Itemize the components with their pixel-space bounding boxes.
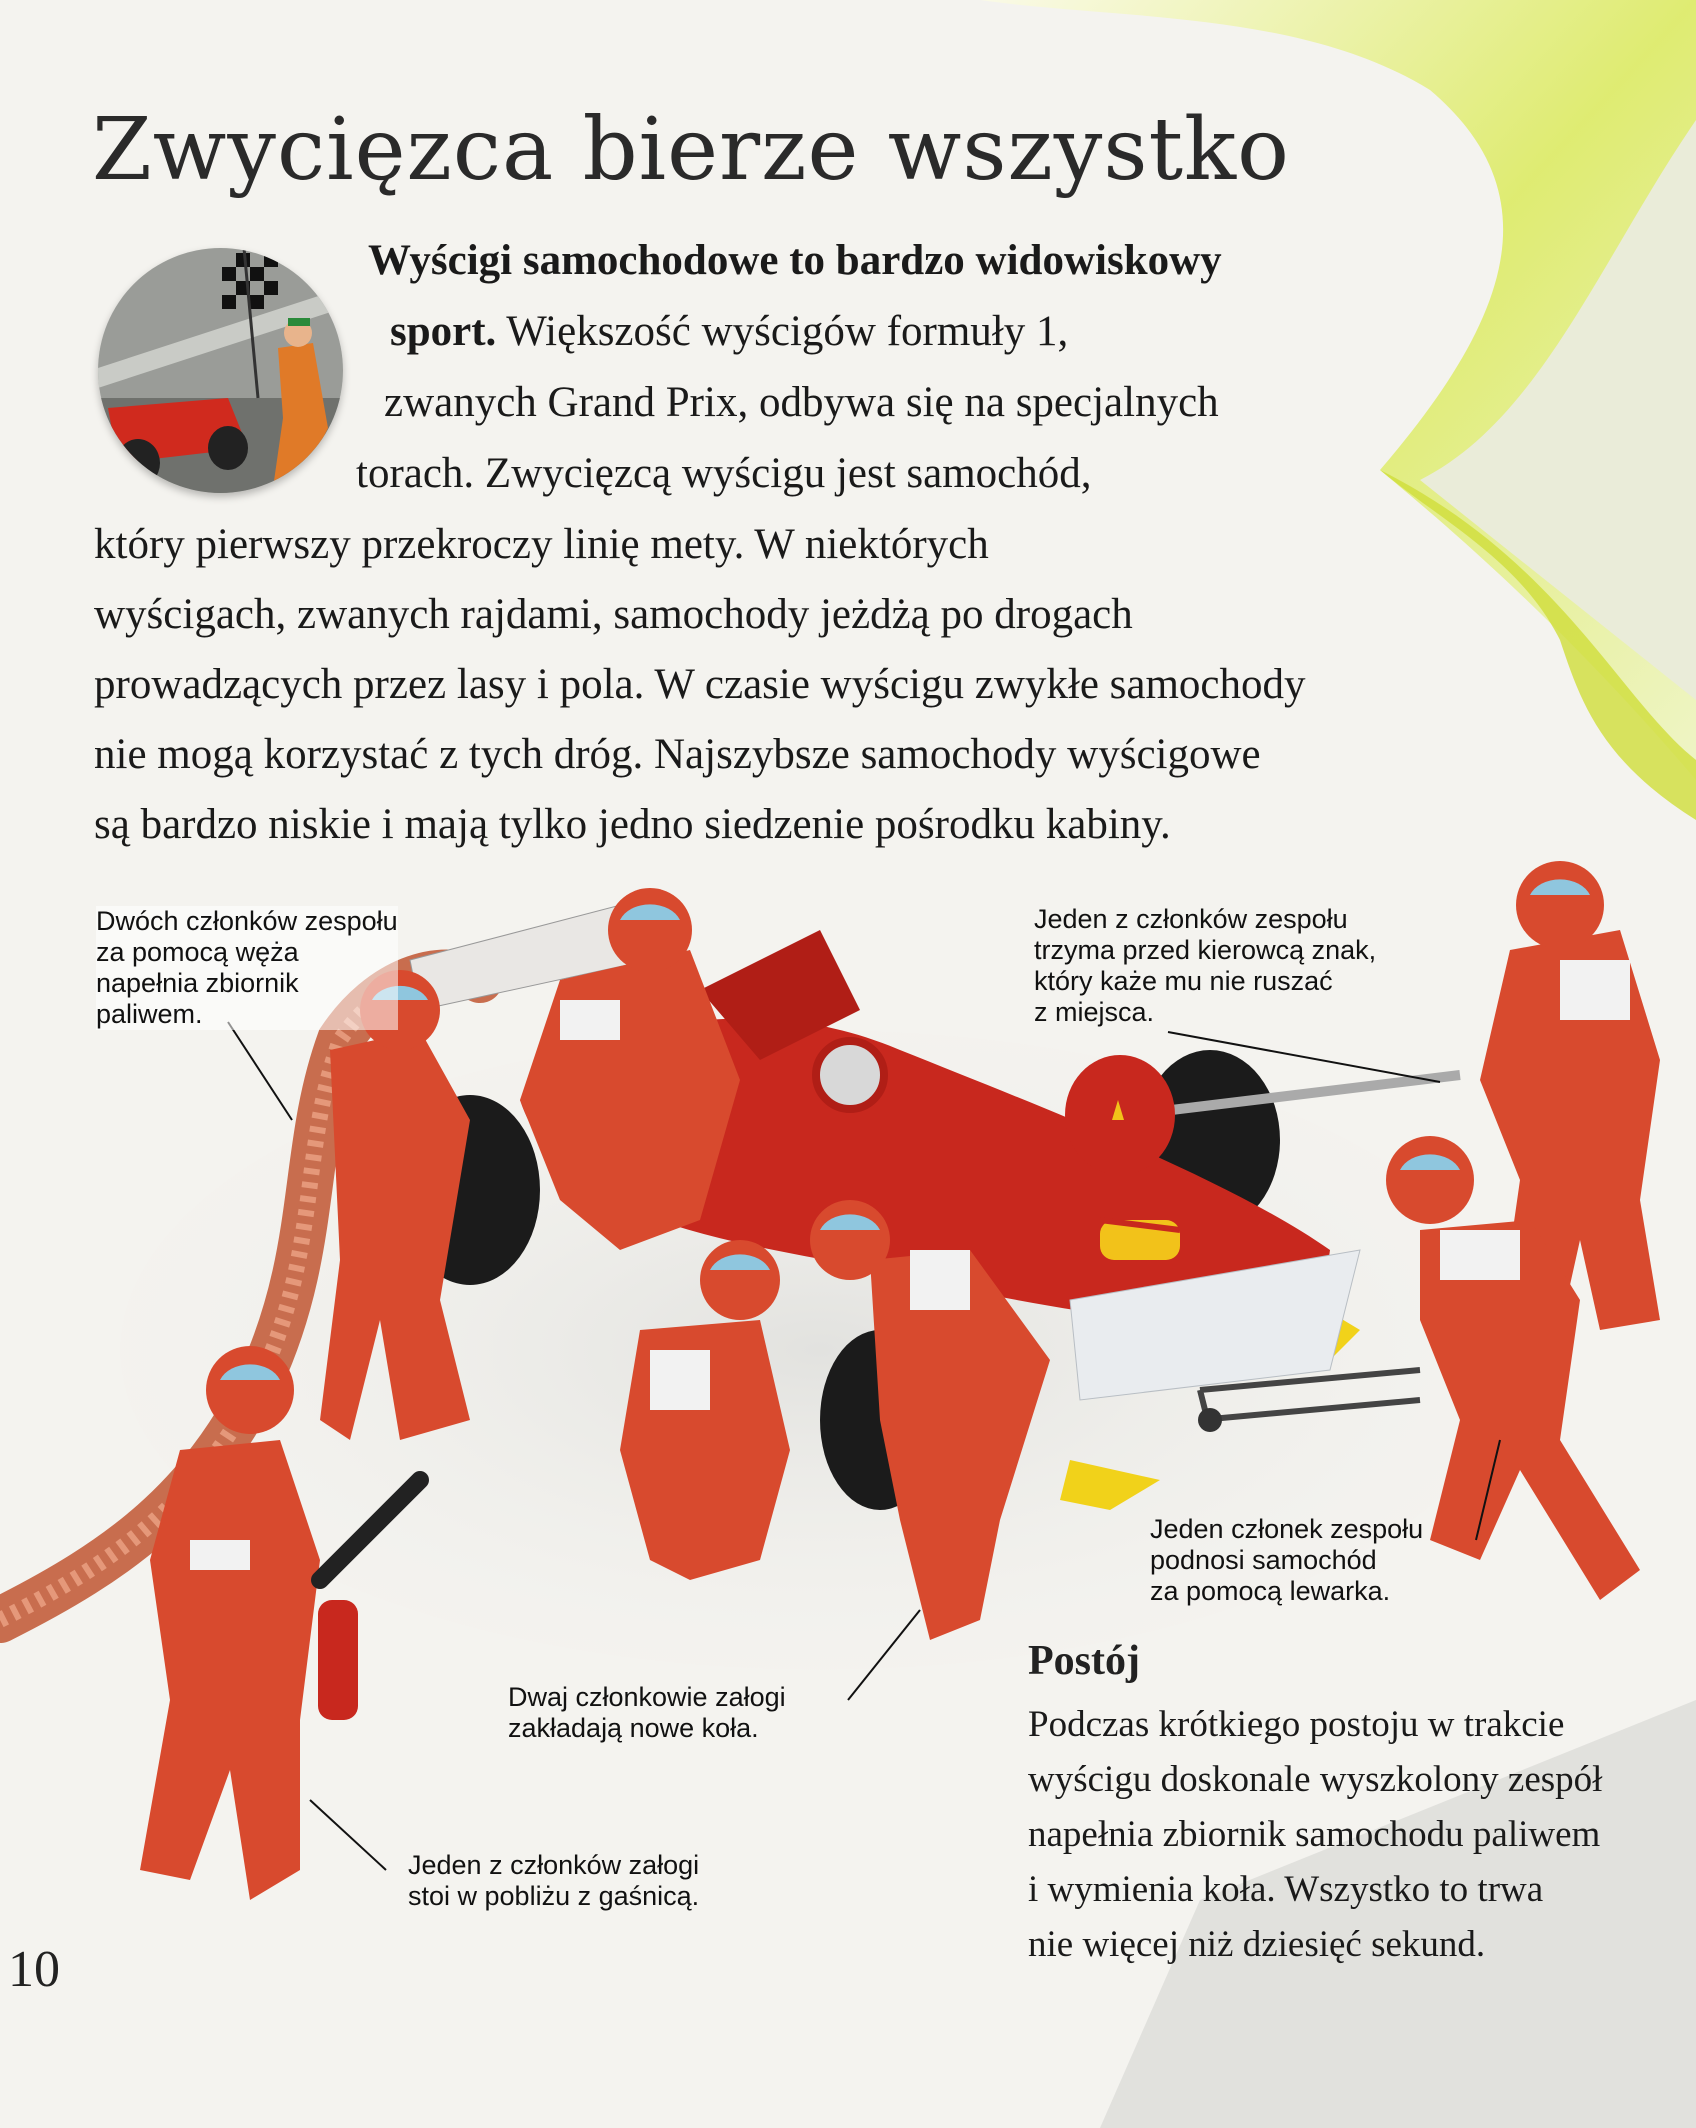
crew-member-wheel-1 [620, 1240, 790, 1580]
intro-line: który pierwszy przekroczy linię mety. W niektórych [94, 521, 989, 568]
callout-jack [1150, 1514, 1423, 1607]
callout-line: trzyma przed kierowcą znak, [1034, 935, 1377, 965]
callout-line: stoi w pobliżu z gaśnicą. [408, 1881, 700, 1911]
section-line: i wymienia koła. Wszystko to trwa [1028, 1869, 1544, 1910]
intro-line: wyścigach, zwanych rajdami, samochody jeżdżą po drogach [94, 591, 1133, 638]
callout-fuel [96, 906, 398, 1030]
fire-extinguisher [318, 1600, 358, 1720]
section-heading: Postój [1028, 1638, 1140, 1684]
callout-sign [1034, 904, 1376, 1028]
callout-wheels [508, 1682, 786, 1744]
callout-line: Jeden z członków zespołu [1034, 904, 1348, 934]
callout-line: paliwem. [96, 999, 203, 1029]
callout-line: Jeden z członków załogi [408, 1850, 700, 1880]
callout-extinguisher [408, 1850, 699, 1912]
intro-lead-bold-2: sport. [390, 308, 497, 355]
callout-line: podnosi samochód [1150, 1545, 1377, 1575]
page-title: Zwycięzca bierze wszystko [92, 100, 1290, 200]
callout-line: napełnia zbiornik [96, 968, 299, 998]
callout-line: z miejsca. [1034, 997, 1155, 1027]
callout-line: Jeden członek zespołu [1150, 1514, 1424, 1544]
section-line: napełnia zbiornik samochodu paliwem [1028, 1814, 1601, 1855]
intro-line: prowadzących przez lasy i pola. W czasie wyścigu zwykłe samochody [94, 661, 1306, 708]
section-body [1028, 1697, 1602, 1972]
crew-member-extinguisher [140, 1346, 420, 1900]
section-line: nie więcej niż dziesięć sekund. [1028, 1924, 1486, 1965]
callout-line: Dwaj członkowie załogi [508, 1682, 786, 1712]
callout-line: za pomocą lewarka. [1150, 1576, 1391, 1606]
intro-lead-bold: Wyścigi samochodowe to bardzo widowiskowy [368, 237, 1222, 284]
checkered-flag-thumbnail [98, 248, 343, 493]
section-line: wyścigu doskonale wyszkolony zespół [1028, 1759, 1603, 1800]
callout-line: Dwóch członków zespołu [96, 906, 398, 936]
pit-box-marking [1060, 1460, 1160, 1510]
section-line: Podczas krótkiego postoju w trakcie [1028, 1704, 1565, 1745]
intro-line: Większość wyścigów formuły 1, [506, 308, 1069, 355]
callout-line: zakładają nowe koła. [508, 1713, 759, 1743]
intro-line: nie mogą korzystać z tych dróg. Najszybsze samochody wyścigowe [94, 731, 1261, 778]
callout-line: który każe mu nie ruszać [1034, 966, 1333, 996]
page-number: 10 [8, 1941, 60, 1998]
intro-line: są bardzo niskie i mają tylko jedno siedzenie pośrodku kabiny. [94, 801, 1171, 848]
intro-line: torach. Zwycięzcą wyścigu jest samochód, [356, 450, 1092, 497]
intro-line: zwanych Grand Prix, odbywa się na specjalnych [384, 379, 1219, 426]
callout-line: za pomocą węża [96, 937, 299, 967]
